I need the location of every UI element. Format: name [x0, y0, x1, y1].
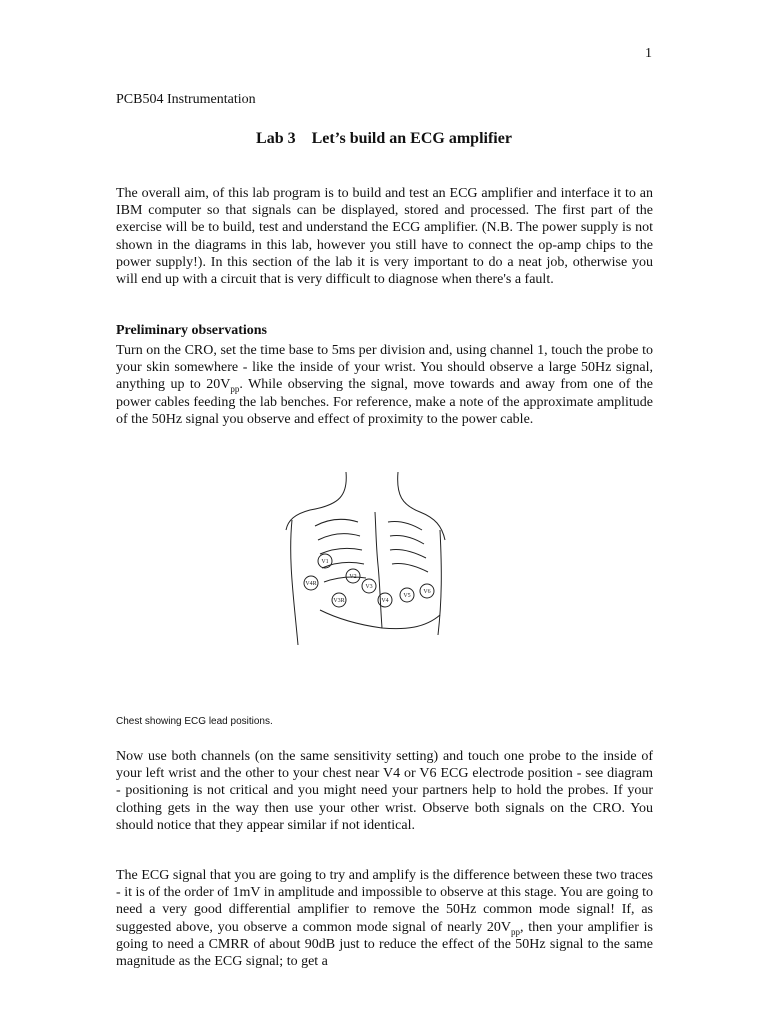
rib-r2	[390, 535, 424, 544]
lab-number: Lab 3	[256, 130, 296, 147]
label-v5: V5	[403, 593, 411, 599]
rib-r4	[392, 563, 428, 572]
ecg-text-a: The ECG signal that you are going to try and amplify is the difference between these two traces - it is of the order of 1mV in amplitude and impossible to observe at this stage. You are going to need a very good differential amplifier to remove the 50Hz common mode signal! If, as suggested above, you observe a common mode signal of nearly 20V	[116, 868, 653, 935]
section-heading-preliminary: Preliminary observations	[116, 323, 268, 338]
channels-paragraph: Now use both channels (on the same sensitivity setting) and touch one probe to the inside of your left wrist and the other to your chest near V4 or V6 ECG electrode position - see diagram - positioning is not critical and you might need your partners help to hold the probes. If your clothing gets in the way then use your other wrist. Observe both signals on the CRO. You should notice that they appear similar if not identical.	[116, 749, 653, 833]
rib-l1	[315, 519, 358, 526]
rib-r3	[390, 549, 426, 558]
label-v3: V3	[365, 584, 373, 590]
label-v4r: V4R	[305, 581, 317, 587]
figure-caption: Chest showing ECG lead positions.	[116, 716, 273, 727]
neck-left-line	[286, 472, 346, 530]
ecg-paragraph	[116, 867, 653, 970]
ecg-text-b: , then your amplifier is going to need a CMRR of about 90dB just to reduce the effect of the 50Hz signal to the same magnitude as the ECG signal; to get a	[116, 919, 653, 970]
prelim-text-b: . While observing the signal, move towards and away from one of the power cables feeding the lab benches. For reference, make a note of the approximate amplitude of the 50Hz signal you observe and effect of proximity to the power cable.	[116, 377, 653, 427]
sternum	[375, 512, 382, 628]
torso-right-edge	[438, 530, 441, 635]
rib-r1	[388, 521, 422, 530]
course-code: PCB504 Instrumentation	[116, 92, 256, 107]
chest-ecg-diagram	[280, 470, 450, 680]
label-v4: V4	[381, 598, 389, 604]
intro-paragraph: The overall aim, of this lab program is to build and test an ECG amplifier and interface it to an IBM computer so that signals can be displayed, stored and processed. The first part of the exercise will be to build, test and understand the ECG amplifier. (N.B. The power supply is not shown in the diagrams in this lab, however you still have to connect the op-amp chips to the power supply!). In this section of the lab it is very important to do a neat job, otherwise you will end up with a circuit that is very difficult to diagnose when there's a fault.	[116, 186, 653, 288]
prelim-text-a: Turn on the CRO, set the time base to 5ms per division and, using channel 1, touch the probe to your skin somewhere - like the inside of your wrist. You should observe a large 50Hz signal, anything up to 20V	[116, 343, 653, 393]
label-v2: V2	[349, 574, 357, 580]
rib-l3	[320, 548, 362, 554]
rib-lower-outline	[320, 610, 440, 629]
label-v6: V6	[423, 589, 431, 595]
label-v1: V1	[321, 559, 329, 565]
preliminary-paragraph	[116, 342, 653, 428]
lab-name: Let’s build an ECG amplifier	[311, 130, 512, 147]
page-title	[0, 130, 768, 148]
label-v3r: V3R	[333, 598, 345, 604]
rib-l2	[318, 534, 360, 540]
torso-left-edge	[291, 520, 298, 645]
page-number: 1	[645, 46, 652, 61]
ecg-subscript: pp	[510, 926, 520, 937]
prelim-subscript: pp	[230, 384, 240, 395]
